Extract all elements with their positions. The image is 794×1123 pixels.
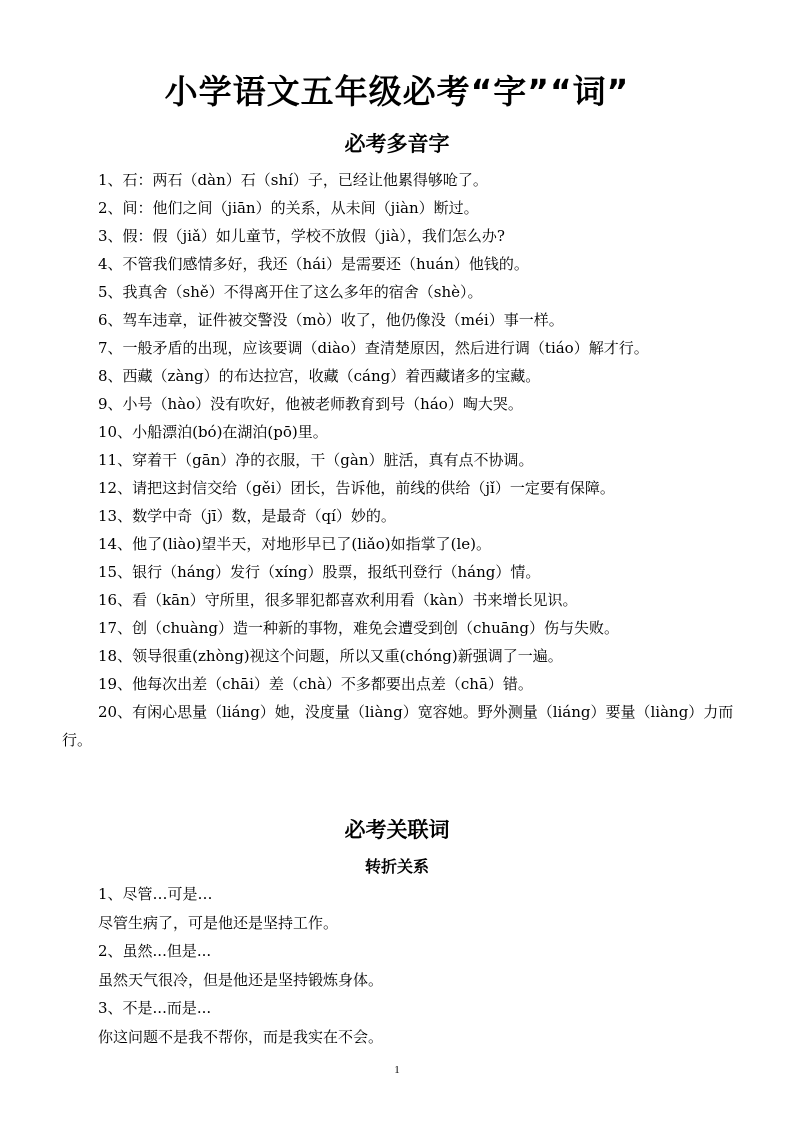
list-item: 9、小号（hào）没有吹好，他被老师教育到号（háo）啕大哭。 [98,395,523,413]
conjunction-pattern: 1、尽管…可是… [98,885,213,903]
list-item: 7、一般矛盾的出现，应该要调（diào）查清楚原因，然后进行调（tiáo）解才行。 [98,339,649,357]
list-item: 10、小船漂泊(bó)在湖泊(pō)里。 [98,423,328,441]
list-item: 15、银行（háng）发行（xíng）股票，报纸刊登行（háng）情。 [98,563,541,581]
conjunction-list [62,880,742,1051]
list-item: 1、石：两石（dàn）石（shí）子，已经让他累得够呛了。 [98,171,488,189]
list-item: 4、不管我们感情多好，我还（hái）是需要还（huán）他钱的。 [98,255,529,273]
list-item: 5、我真舍（shě）不得离开住了这么多年的宿舍（shè）。 [98,283,483,301]
list-item: 6、驾车违章，证件被交警没（mò）收了，他仍像没（méi）事一样。 [98,311,564,329]
list-item: 17、创（chuàng）造一种新的事物，难免会遭受到创（chuāng）伤与失败。 [98,619,619,637]
subsection-heading-contrast: 转折关系 [364,857,429,876]
example-sentence: 你这问题不是我不帮你，而是我实在不会。 [98,1027,384,1046]
list-item: 18、领导很重(zhòng)视这个问题，所以又重(chóng)新强调了一遍。 [98,647,563,665]
list-item: 8、西藏（zàng）的布达拉宫，收藏（cáng）着西藏诸多的宝藏。 [98,367,541,385]
example-sentence: 尽管生病了，可是他还是坚持工作。 [98,913,339,932]
conjunction-pattern: 3、不是...而是... [98,999,212,1017]
list-item: 3、假：假（jiǎ）如儿童节，学校不放假（jià），我们怎么办? [98,227,505,245]
list-item: 20、有闲心思量（liáng）她，没度量（liàng）宽容她。野外测量（liáng）要量（liàng）力而行。 [62,703,734,749]
list-item: 12、请把这封信交给（gěi）团长，告诉他，前线的供给（jǐ）一定要有保障。 [98,479,615,497]
page-number: 1 [394,1064,400,1076]
list-item: 14、他了(liào)望半天，对地形早已了(liǎo)如指掌了(le)。 [98,535,492,553]
list-item: 2、间：他们之间（jiān）的关系，从未间（jiàn）断过。 [98,199,479,217]
section-heading-polyphonic: 必考多音字 [344,132,450,156]
section-heading-conjunctions: 必考关联词 [344,818,450,842]
list-item: 13、数学中奇（jī）数，是最奇（qí）妙的。 [98,507,396,525]
conjunction-pattern: 2、虽然...但是... [98,942,212,960]
page-title: 小学语文五年级必考“字”“词” [164,72,630,111]
list-item: 16、看（kān）守所里，很多罪犯都喜欢利用看（kàn）书来增长见识。 [98,591,578,609]
list-item: 11、穿着干（gān）净的衣服，干（gàn）脏活，真有点不协调。 [98,451,534,469]
polyphonic-list [62,166,742,754]
list-item: 19、他每次出差（chāi）差（chà）不多都要出点差（chā）错。 [98,675,533,693]
example-sentence: 虽然天气很冷，但是他还是坚持锻炼身体。 [98,970,384,989]
